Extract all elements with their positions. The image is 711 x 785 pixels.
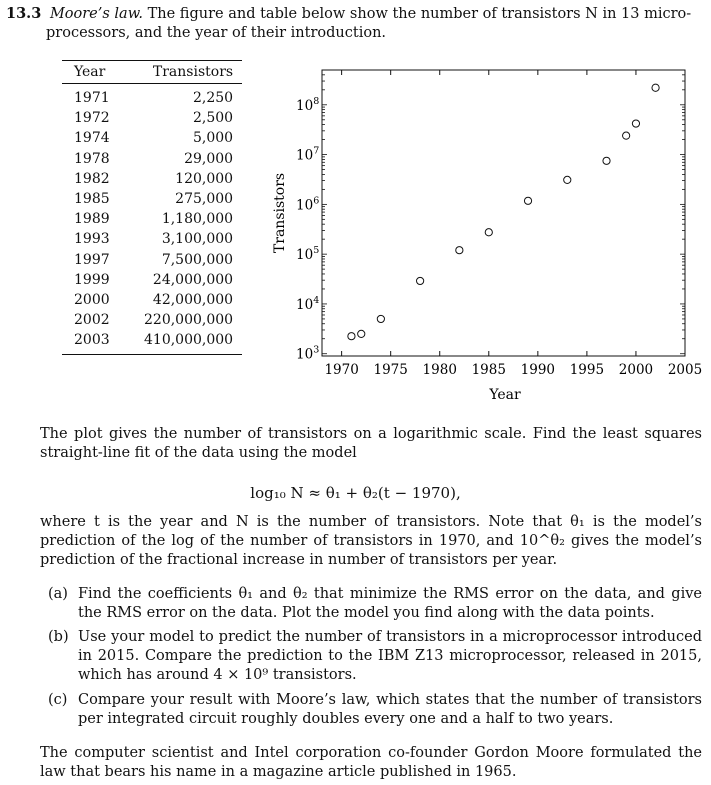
table-cell-year: 1999 xyxy=(74,271,110,288)
x-tick-label: 1970 xyxy=(324,362,359,378)
y-tick-exponent: 7 xyxy=(313,145,320,157)
table-row xyxy=(62,108,242,128)
data-point xyxy=(417,277,424,284)
paragraph-intro: The plot gives the number of transistors on a logarithmic scale. Find the least squares straight-line fit of the data using the model xyxy=(40,426,702,461)
question-c xyxy=(48,691,702,729)
table-cell-transistors: 24,000,000 xyxy=(152,271,234,288)
table-cell-year: 2003 xyxy=(62,330,144,355)
x-tick-label: 1980 xyxy=(422,362,457,378)
data-point xyxy=(456,247,463,254)
table-cell-year: 1974 xyxy=(74,130,110,147)
problem-header xyxy=(6,4,701,43)
data-point xyxy=(623,132,630,139)
table-cell-year: 1971 xyxy=(74,90,110,107)
y-tick-label xyxy=(296,146,319,164)
table-header-row xyxy=(62,61,242,84)
table-cell-transistors: 410,000,000 xyxy=(144,330,242,355)
model-equation: log₁₀ N ≈ θ₁ + θ₂(t − 1970), xyxy=(250,484,461,502)
y-tick-base: 10 xyxy=(296,296,314,313)
table-row xyxy=(62,149,242,169)
table-row xyxy=(62,189,242,209)
x-tick-label: 1990 xyxy=(520,362,556,378)
y-tick-label xyxy=(296,96,319,114)
question-c-label: (c) xyxy=(48,692,68,708)
data-point xyxy=(524,197,531,204)
plot-frame xyxy=(322,70,685,356)
data-point xyxy=(652,84,659,91)
table-cell-year: 1997 xyxy=(74,251,110,268)
table-row xyxy=(62,250,242,270)
data-point xyxy=(603,157,610,164)
table-cell-transistors: 275,000 xyxy=(175,191,234,208)
table-header-year: Year xyxy=(62,61,144,84)
y-tick-exponent: 6 xyxy=(313,195,320,207)
table-cell-year: 2002 xyxy=(74,312,110,329)
y-tick-label xyxy=(296,345,319,363)
table-row xyxy=(62,290,242,310)
data-point xyxy=(485,229,492,236)
table-row xyxy=(62,229,242,249)
table-cell-year: 1982 xyxy=(74,170,110,187)
y-tick-label xyxy=(296,195,319,213)
x-tick-label: 2000 xyxy=(618,362,654,378)
y-tick-base: 10 xyxy=(296,247,314,264)
y-tick-exponent: 3 xyxy=(313,344,320,356)
y-tick-exponent: 8 xyxy=(313,95,320,107)
table-row xyxy=(62,270,242,290)
y-tick-label xyxy=(296,295,319,313)
y-tick-label xyxy=(296,245,319,263)
table-cell-year: 1978 xyxy=(74,150,110,167)
transistor-table xyxy=(62,60,242,355)
table-row xyxy=(62,84,242,109)
paragraph-history: The computer scientist and Intel corporation co-founder Gordon Moore formulated the law that bears his name in a magazine article published in 1965. xyxy=(40,745,702,780)
question-b xyxy=(48,628,702,685)
problem-number: 13.3 xyxy=(6,5,42,22)
y-tick-exponent: 5 xyxy=(313,245,320,257)
table-cell-transistors: 2,250 xyxy=(192,90,234,107)
x-tick-label: 1995 xyxy=(569,362,605,378)
table-cell-year: 2000 xyxy=(74,291,110,308)
data-point xyxy=(358,330,365,337)
y-tick-base: 10 xyxy=(296,147,314,164)
question-b-label: (b) xyxy=(48,629,69,645)
table-row xyxy=(62,330,242,355)
problem-intro-line2: processors, and the year of their introduction. xyxy=(46,25,387,41)
table-row xyxy=(62,209,242,229)
table-cell-year: 1972 xyxy=(74,110,110,127)
data-point xyxy=(377,315,384,322)
paragraph-explanation: where t is the year and N is the number of transistors. Note that θ₁ is the model’s prediction of the log of the number of transistors in 1970, and 10^θ₂ gives the model’s prediction of the fractional increase in number of transistors per year. xyxy=(40,514,702,568)
transistor-chart xyxy=(260,58,703,408)
x-tick-label: 1985 xyxy=(471,362,506,378)
problem-name: Moore’s law. xyxy=(49,6,143,22)
table-cell-year: 1989 xyxy=(74,211,110,228)
table-cell-transistors: 5,000 xyxy=(192,130,234,147)
data-point xyxy=(564,176,571,183)
question-a-text: Find the coefficients θ₁ and θ₂ that minimize the RMS error on the data, and give the RMS error on the data. Plot the model you find along with the data points. xyxy=(78,586,702,621)
table-cell-transistors: 220,000,000 xyxy=(144,312,234,329)
y-tick-exponent: 4 xyxy=(313,294,320,306)
table-cell-transistors: 29,000 xyxy=(184,150,234,167)
table-cell-transistors: 2,500 xyxy=(192,110,234,127)
data-point xyxy=(632,120,639,127)
y-tick-base: 10 xyxy=(296,346,314,363)
table-cell-year: 1993 xyxy=(74,231,110,248)
table-cell-transistors: 3,100,000 xyxy=(161,231,234,248)
table-cell-transistors: 7,500,000 xyxy=(161,251,234,268)
table-row xyxy=(62,128,242,148)
table-row xyxy=(62,169,242,189)
y-axis-label: Transistors xyxy=(272,172,288,254)
table-cell-transistors: 42,000,000 xyxy=(152,291,234,308)
table-row xyxy=(62,310,242,330)
table-cell-transistors: 1,180,000 xyxy=(161,211,234,228)
y-tick-base: 10 xyxy=(296,97,314,114)
y-tick-base: 10 xyxy=(296,197,314,214)
question-c-text: Compare your result with Moore’s law, which states that the number of transistors per integrated circuit roughly doubles every one and a half to two years. xyxy=(78,692,702,727)
x-axis-label: Year xyxy=(489,387,521,403)
data-point xyxy=(348,333,355,340)
problem-intro-line1: The figure and table below show the number of transistors N in 13 micro- xyxy=(147,6,692,22)
x-tick-label: 1975 xyxy=(373,362,408,378)
question-a xyxy=(48,585,702,623)
table-cell-transistors: 120,000 xyxy=(175,170,234,187)
table-cell-year: 1985 xyxy=(74,191,110,208)
question-a-label: (a) xyxy=(48,586,68,602)
table-header-transistors: Transistors xyxy=(144,61,242,84)
x-tick-label: 2005 xyxy=(667,362,703,378)
question-b-text: Use your model to predict the number of transistors in a microprocessor introduced in 2015. Compare the prediction to the IBM Z13 microprocessor, released in 2015, which has around 4 × 10⁹ transistors. xyxy=(78,629,702,683)
